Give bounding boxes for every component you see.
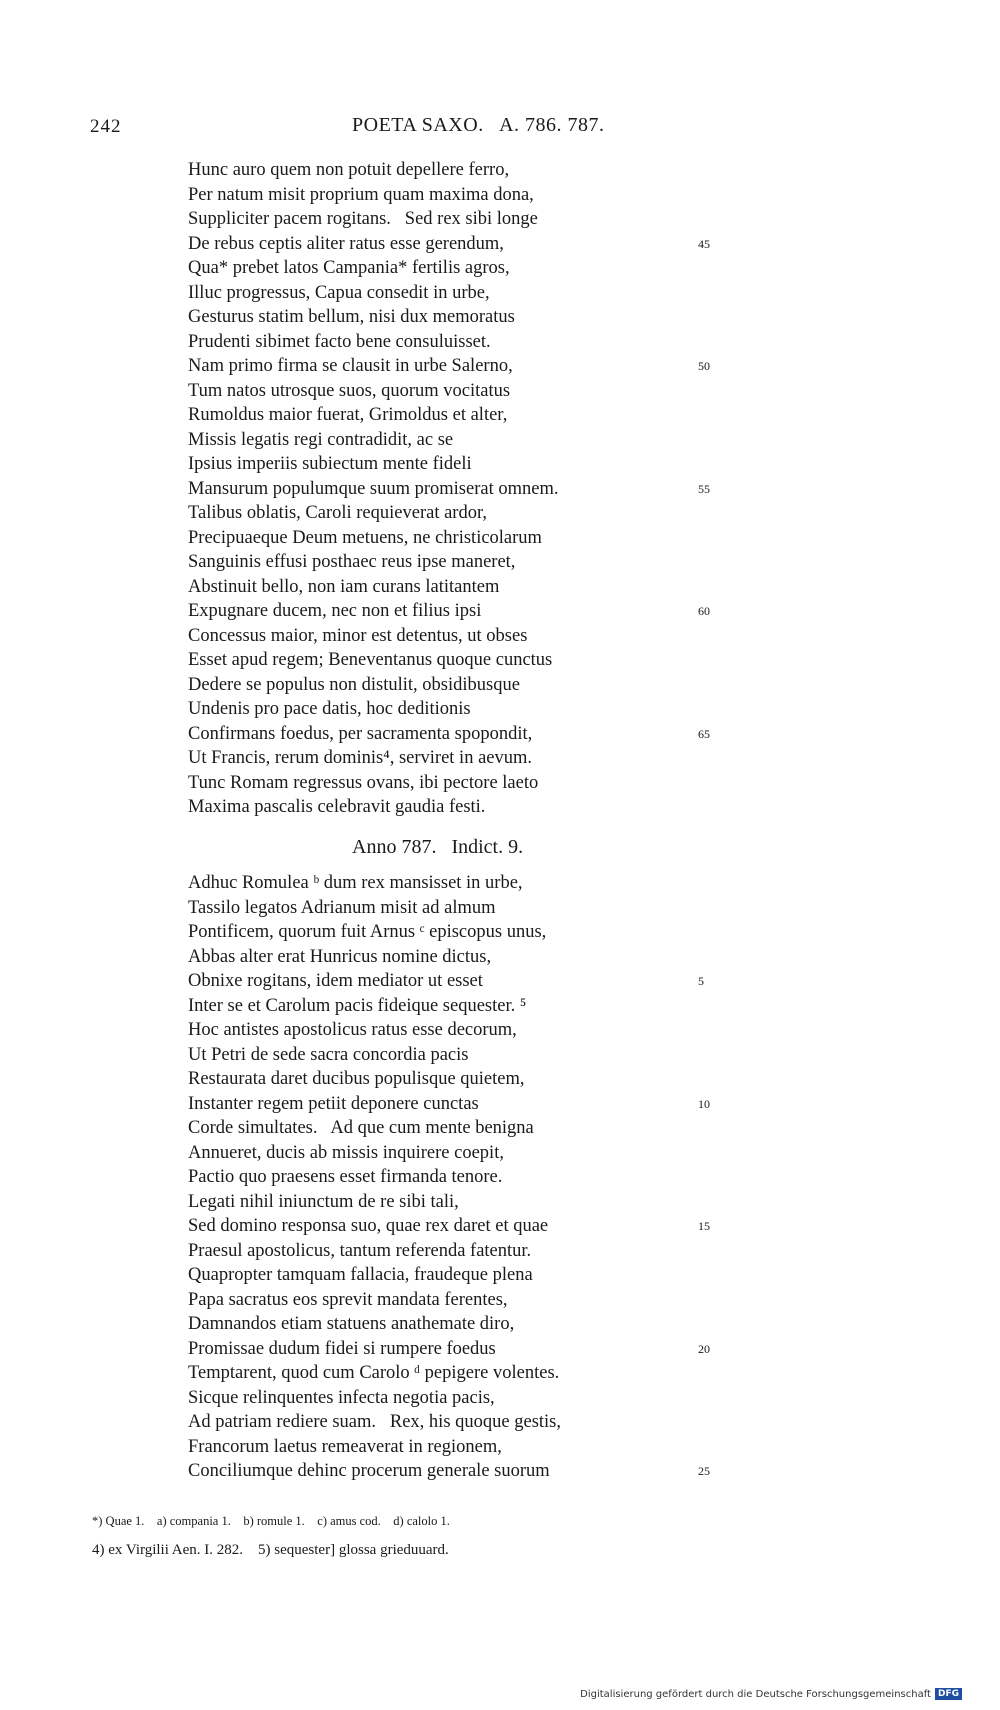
- verse-line: [188, 994, 748, 1019]
- verse-line: [188, 452, 748, 477]
- verse-line: [188, 256, 748, 281]
- verse-line: [188, 624, 748, 649]
- verse-line: [188, 281, 748, 306]
- verse-line: [188, 1018, 748, 1043]
- line-number: 50: [698, 359, 710, 373]
- verse-line: [188, 896, 748, 921]
- verse-text: Sanguinis effusi posthaec reus ipse maneret,: [188, 552, 516, 572]
- verse-text: Ut Petri de sede sacra concordia pacis: [188, 1044, 469, 1065]
- verse-line: [188, 403, 748, 428]
- verse-text: Gesturus statim bellum, nisi dux memoratus: [188, 307, 515, 327]
- verse-text: Undenis pro pace datis, hoc deditionis: [188, 699, 471, 719]
- verse-line: [188, 1092, 748, 1117]
- verse-text: Damnandos etiam statuens anathemate diro,: [188, 1314, 515, 1334]
- verse-line: [188, 1410, 748, 1435]
- verse-text: Confirmans foedus, per sacramenta spopondit,: [188, 723, 533, 744]
- verse-text: Promissae dudum fidei si rumpere foedus: [188, 1338, 496, 1359]
- verse-text: Maxima pascalis celebravit gaudia festi.: [188, 797, 486, 817]
- verse-line: [188, 1459, 748, 1484]
- verse-line: [188, 599, 748, 624]
- section-heading: Anno 787. Indict. 9.: [352, 836, 524, 858]
- verse-line: [188, 428, 748, 453]
- verse-line: [188, 673, 748, 698]
- footnote-variants: *) Quae 1. a) compania 1. b) romule 1. c) amus cod. d) calolo 1.: [92, 1514, 450, 1528]
- line-number: 45: [698, 236, 710, 251]
- verse-text: Tunc Romam regressus ovans, ibi pectore laeto: [188, 772, 539, 793]
- verse-text: Praesul apostolicus, tantum referenda fatentur.: [188, 1240, 532, 1261]
- verse-text: De rebus ceptis aliter ratus esse gerendum,: [188, 233, 504, 254]
- verse-text: Qua* prebet latos Campania* fertilis agros,: [188, 258, 510, 278]
- verse-text: Rumoldus maior fuerat, Grimoldus et alter,: [188, 405, 508, 425]
- verse-text: Francorum laetus remeaverat in regionem,: [188, 1436, 502, 1457]
- line-number: 20: [698, 1341, 710, 1356]
- verse-line: [188, 575, 748, 600]
- verse-text: Hoc antistes apostolicus ratus esse decorum,: [188, 1020, 517, 1040]
- verse-line: [188, 1337, 748, 1362]
- verse-line: [188, 526, 748, 551]
- verse-text: Conciliumque dehinc procerum generale suorum: [188, 1461, 550, 1481]
- verse-text: Suppliciter pacem rogitans. Sed rex sibi longe: [188, 209, 538, 229]
- verse-text: Precipuaeque Deum metuens, ne christicolarum: [188, 527, 542, 548]
- credit-text: Digitalisierung gefördert durch die Deutsche Forschungsgemeinschaft: [580, 1688, 931, 1700]
- verse-text: Ut Francis, rerum dominis⁴, serviret in aevum.: [188, 748, 533, 768]
- verse-line: [188, 1141, 748, 1166]
- verse-text: Hunc auro quem non potuit depellere ferro,: [188, 160, 510, 180]
- verse-text: Esset apud regem; Beneventanus quoque cunctus: [188, 650, 553, 670]
- page-number: 242: [90, 116, 122, 137]
- verse-line: [188, 1165, 748, 1190]
- line-number: 60: [698, 604, 710, 618]
- footnote-sources: 4) ex Virgilii Aen. I. 282. 5) sequester] glossa grieduuard.: [92, 1542, 449, 1558]
- verse-line: [188, 1435, 748, 1460]
- verse-text: Illuc progressus, Capua consedit in urbe,: [188, 282, 490, 303]
- verse-text: Annueret, ducis ab missis inquirere coepit,: [188, 1142, 504, 1163]
- verse-text: Per natum misit proprium quam maxima dona,: [188, 184, 534, 205]
- verse-line: [188, 648, 748, 673]
- verse-line: [188, 183, 748, 208]
- verse-block-787: [188, 871, 748, 1484]
- verse-line: [188, 330, 748, 355]
- verse-line: [188, 945, 748, 970]
- verse-line: [188, 501, 748, 526]
- line-number: 25: [698, 1464, 710, 1478]
- verse-line: [188, 920, 748, 945]
- verse-text: Sicque relinquentes infecta negotia pacis,: [188, 1387, 495, 1408]
- verse-line: [188, 1067, 748, 1092]
- verse-text: Papa sacratus eos sprevit mandata ferentes,: [188, 1289, 508, 1310]
- verse-line: [188, 354, 748, 379]
- verse-text: Temptarent, quod cum Carolo ᵈ pepigere volentes.: [188, 1363, 560, 1383]
- verse-line: [188, 477, 748, 502]
- verse-line: [188, 746, 748, 771]
- line-number: 55: [698, 481, 710, 496]
- verse-line: [188, 1190, 748, 1215]
- verse-text: Mansurum populumque suum promiserat omnem.: [188, 478, 559, 499]
- verse-text: Concessus maior, minor est detentus, ut obses: [188, 625, 528, 646]
- dfg-logo-icon: DFG: [935, 1688, 962, 1700]
- verse-text: Tassilo legatos Adrianum misit ad almum: [188, 897, 496, 918]
- verse-line: [188, 1288, 748, 1313]
- verse-text: Prudenti sibimet facto bene consuluisset.: [188, 331, 491, 352]
- running-title: POETA SAXO. A. 786. 787.: [352, 114, 605, 136]
- verse-text: Dedere se populus non distulit, obsidibusque: [188, 674, 520, 695]
- verse-text: Missis legatis regi contradidit, ac se: [188, 429, 454, 450]
- verse-text: Legati nihil iniunctum de re sibi tali,: [188, 1191, 459, 1212]
- verse-line: [188, 207, 748, 232]
- verse-line: [188, 550, 748, 575]
- verse-line: [188, 722, 748, 747]
- verse-text: Abstinuit bello, non iam curans latitantem: [188, 576, 500, 597]
- verse-text: Talibus oblatis, Caroli requieverat ardor,: [188, 503, 488, 523]
- verse-line: [188, 795, 748, 820]
- verse-line: [188, 697, 748, 722]
- verse-text: Sed domino responsa suo, quae rex daret et quae: [188, 1216, 549, 1236]
- verse-text: Adhuc Romulea ᵇ dum rex mansisset in urbe,: [188, 873, 523, 893]
- verse-line: [188, 969, 748, 994]
- verse-text: Expugnare ducem, nec non et filius ipsi: [188, 601, 482, 621]
- verse-text: Nam primo firma se clausit in urbe Salerno,: [188, 356, 513, 376]
- verse-line: [188, 1263, 748, 1288]
- verse-line: [188, 1312, 748, 1337]
- line-number: 15: [698, 1219, 710, 1233]
- verse-text: Ad patriam rediere suam. Rex, his quoque gestis,: [188, 1412, 561, 1432]
- verse-line: [188, 232, 748, 257]
- verse-line: [188, 1239, 748, 1264]
- verse-text: Corde simultates. Ad que cum mente benigna: [188, 1118, 534, 1138]
- verse-line: [188, 379, 748, 404]
- verse-line: [188, 1214, 748, 1239]
- line-number: 65: [698, 726, 710, 741]
- verse-line: [188, 1043, 748, 1068]
- verse-text: Pactio quo praesens esset firmanda tenore.: [188, 1167, 503, 1187]
- line-number: 10: [698, 1096, 710, 1111]
- verse-line: [188, 1116, 748, 1141]
- verse-text: Tum natos utrosque suos, quorum vocitatus: [188, 380, 511, 401]
- verse-text: Instanter regem petiit deponere cunctas: [188, 1093, 479, 1114]
- digitization-credit: [580, 1688, 962, 1700]
- verse-line: [188, 1361, 748, 1386]
- verse-text: Inter se et Carolum pacis fideique sequester. ⁵: [188, 995, 527, 1016]
- verse-line: [188, 871, 748, 896]
- verse-text: Abbas alter erat Hunricus nomine dictus,: [188, 946, 492, 967]
- verse-line: [188, 305, 748, 330]
- verse-line: [188, 1386, 748, 1411]
- verse-line: [188, 771, 748, 796]
- verse-text: Pontificem, quorum fuit Arnus ᶜ episcopus unus,: [188, 922, 547, 942]
- line-number: 5: [698, 974, 704, 988]
- verse-text: Restaurata daret ducibus populisque quietem,: [188, 1069, 525, 1089]
- verse-text: Ipsius imperiis subiectum mente fideli: [188, 454, 472, 474]
- verse-block-786: [188, 158, 748, 820]
- verse-line: [188, 158, 748, 183]
- verse-text: Quapropter tamquam fallacia, fraudeque plena: [188, 1265, 533, 1285]
- verse-text: Obnixe rogitans, idem mediator ut esset: [188, 971, 483, 991]
